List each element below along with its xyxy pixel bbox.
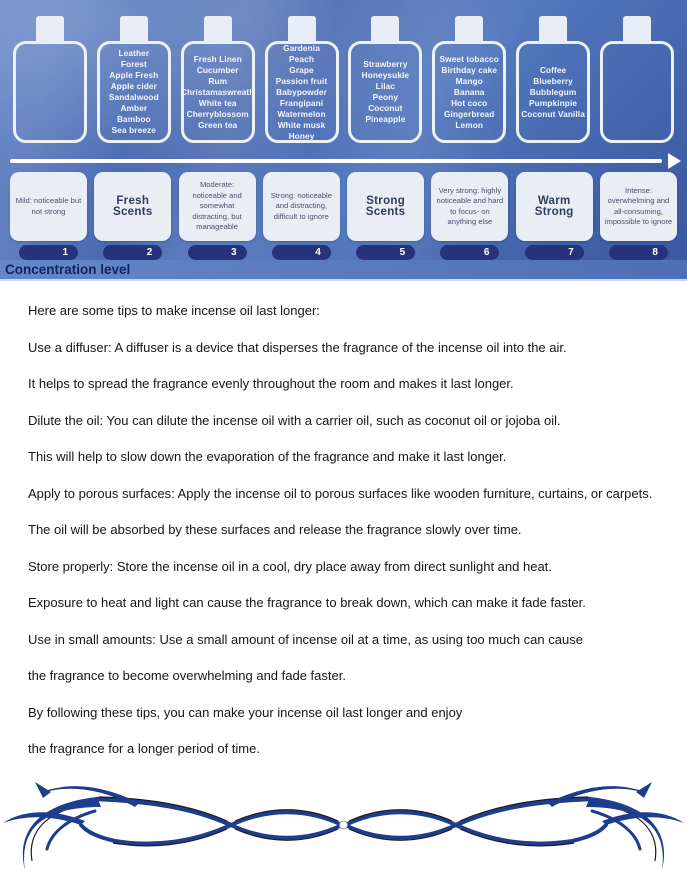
axis-arrow-line — [10, 159, 662, 163]
tip-paragraph: the fragrance for a longer period of time. — [28, 741, 260, 756]
scent-list — [109, 48, 159, 136]
bottle-cap-icon — [455, 16, 483, 43]
scent-name: Strawberry — [363, 59, 408, 69]
scent-bottle — [516, 16, 590, 143]
scent-name: Mango — [455, 75, 483, 86]
tip-paragraph: This will help to slow down the evaporation of the fragrance and make it last longer. — [28, 449, 507, 464]
scent-name: Bubblegum — [529, 86, 577, 97]
scent-name: Hot coco — [451, 97, 488, 108]
level-number-column — [431, 245, 508, 260]
scent-name: Cherryblossom — [186, 108, 249, 119]
scent-list — [521, 65, 585, 120]
scent-name: Banana — [453, 86, 485, 97]
level-description-card: Warm Strong — [516, 172, 593, 241]
scent-bottle — [432, 16, 506, 143]
tip-paragraph: Use in small amounts: Use a small amount of incense oil at a time, as using too much can cause — [28, 631, 583, 647]
scent-bottle — [600, 16, 674, 143]
tribal-flourish-graphic — [0, 777, 687, 877]
bottle-body — [181, 41, 255, 143]
scent-name: Rum — [208, 75, 228, 86]
level-numbers-row — [10, 245, 677, 260]
bottle-body — [432, 41, 506, 143]
level-number-column — [516, 245, 593, 260]
scent-list — [435, 54, 503, 131]
level-number-column — [347, 245, 424, 260]
scent-bottle — [97, 16, 171, 143]
scent-name: Honey — [288, 130, 315, 141]
level-description-card: Strong Scents — [347, 172, 424, 241]
scent-name: Bamboo — [116, 114, 151, 124]
tip-paragraph: Apply to porous surfaces: Apply the incense oil to porous surfaces like wooden furniture, curtains, or carpets. — [28, 485, 653, 501]
level-number-column — [10, 245, 87, 260]
scent-bottle — [348, 16, 422, 143]
tip-paragraph: Here are some tips to make incense oil last longer: — [28, 303, 320, 318]
level-number-column — [263, 245, 340, 260]
level-number-badge: 4 — [272, 245, 331, 260]
scent-list — [181, 54, 255, 131]
bottle-body — [600, 41, 674, 143]
scent-name: Amber — [120, 103, 148, 113]
scent-name: Gardenia — [283, 42, 320, 53]
scent-bottle — [181, 16, 255, 143]
scent-name: Leather — [118, 48, 150, 58]
level-description-card: Moderate: noticeable and somewhat distracting, but manageable — [179, 172, 256, 241]
scent-name: Coconut — [368, 103, 403, 113]
scent-name: Coffee — [539, 64, 567, 75]
tip-paragraph: the fragrance to become overwhelming and fade faster. — [28, 668, 346, 683]
bottle-body — [265, 41, 339, 143]
arrow-right-icon — [668, 153, 681, 169]
scent-name: Sea breeze — [111, 125, 157, 135]
tip-paragraph: It helps to spread the fragrance evenly throughout the room and makes it last longer. — [28, 376, 514, 391]
level-number-column — [94, 245, 171, 260]
scent-name: White musk — [277, 119, 326, 130]
bottles-row — [13, 16, 674, 143]
tip-paragraph: The oil will be absorbed by these surfaces and release the fragrance slowly over time. — [28, 522, 522, 537]
scent-name: Coconut Vanilla — [521, 108, 585, 119]
tip-paragraph: Store properly: Store the incense oil in a cool, dry place away from direct sunlight and heat. — [28, 558, 552, 574]
bottle-body — [516, 41, 590, 143]
tip-paragraph: Exposure to heat and light can cause the fragrance to break down, which can make it fade faster. — [28, 595, 586, 610]
scent-concentration-infographic — [0, 0, 687, 281]
level-number-badge: 8 — [609, 245, 668, 260]
scent-name: Grape — [289, 64, 314, 75]
scent-name: Pineapple — [365, 114, 406, 124]
level-number-badge: 7 — [525, 245, 584, 260]
axis-strip — [0, 260, 687, 281]
level-number-badge: 1 — [19, 245, 78, 260]
bottle-cap-icon — [623, 16, 651, 43]
scent-name: Gingerbread Lemon — [444, 108, 495, 130]
scent-name: Babypowder — [276, 86, 327, 97]
scent-name: Pumpkinpie — [529, 97, 578, 108]
scent-name: Passion fruit — [275, 75, 328, 86]
scent-name: Forest — [120, 59, 147, 69]
scent-list — [362, 59, 410, 125]
bottle-body — [348, 41, 422, 143]
bottle-body — [13, 41, 87, 143]
scent-name: Sweet tobacco — [439, 53, 499, 64]
scent-name: Watermelon — [277, 108, 326, 119]
tip-paragraph: Use a diffuser: A diffuser is a device that disperses the fragrance of the incense oil into the air. — [28, 339, 567, 355]
level-description-card: Intense: overwhelming and all-consuming, impossible to ignore — [600, 172, 677, 241]
level-cards-row — [10, 172, 677, 241]
tip-paragraph: By following these tips, you can make your incense oil last longer and enjoy — [28, 704, 463, 720]
bottle-cap-icon — [36, 16, 64, 43]
scent-name: Sandalwood — [108, 92, 159, 102]
scent-name: Frangipani — [279, 97, 324, 108]
bottle-cap-icon — [371, 16, 399, 43]
bottle-cap-icon — [288, 16, 316, 43]
scent-bottle — [13, 16, 87, 143]
scent-name: Apple Fresh — [109, 70, 159, 80]
scent-name: White tea — [198, 97, 237, 108]
level-description-card: Fresh Scents — [94, 172, 171, 241]
level-number-badge: 5 — [356, 245, 415, 260]
bottle-cap-icon — [539, 16, 567, 43]
level-number-badge: 2 — [103, 245, 162, 260]
scent-name: Apple cider — [110, 81, 157, 91]
tips-text-block — [0, 281, 687, 757]
bottle-cap-icon — [204, 16, 232, 43]
scent-name: Birthday cake — [441, 64, 498, 75]
level-number-badge: 3 — [188, 245, 247, 260]
scent-bottle — [265, 16, 339, 143]
scent-name: Christamaswreath — [180, 86, 255, 97]
level-description-card: Very strong: highly noticeable and hard to focus- on anything else — [431, 172, 508, 241]
scent-name: Fresh Linen — [193, 53, 242, 64]
level-description-card: Mild: noticeable but not strong — [10, 172, 87, 241]
tip-paragraph: Dilute the oil: You can dilute the incense oil with a carrier oil, such as coconut oil or jojoba oil. — [28, 412, 561, 428]
scent-name: Blueberry — [533, 75, 573, 86]
level-number-badge: 6 — [440, 245, 499, 260]
bottle-body — [97, 41, 171, 143]
scent-name: Peony — [372, 92, 399, 102]
level-number-column — [600, 245, 677, 260]
scent-name: Green tea — [198, 119, 238, 130]
axis-title: Concentration level — [5, 262, 131, 277]
scent-name: Lilac — [375, 81, 396, 91]
scent-name: Peach — [289, 53, 314, 64]
level-number-column — [179, 245, 256, 260]
scent-name: Cucumber — [196, 64, 239, 75]
bottle-cap-icon — [120, 16, 148, 43]
scent-name: Honeysukle — [361, 70, 410, 80]
scent-list — [276, 43, 328, 142]
level-description-card: Strong: noticeable and distracting, difficult to ignore — [263, 172, 340, 241]
